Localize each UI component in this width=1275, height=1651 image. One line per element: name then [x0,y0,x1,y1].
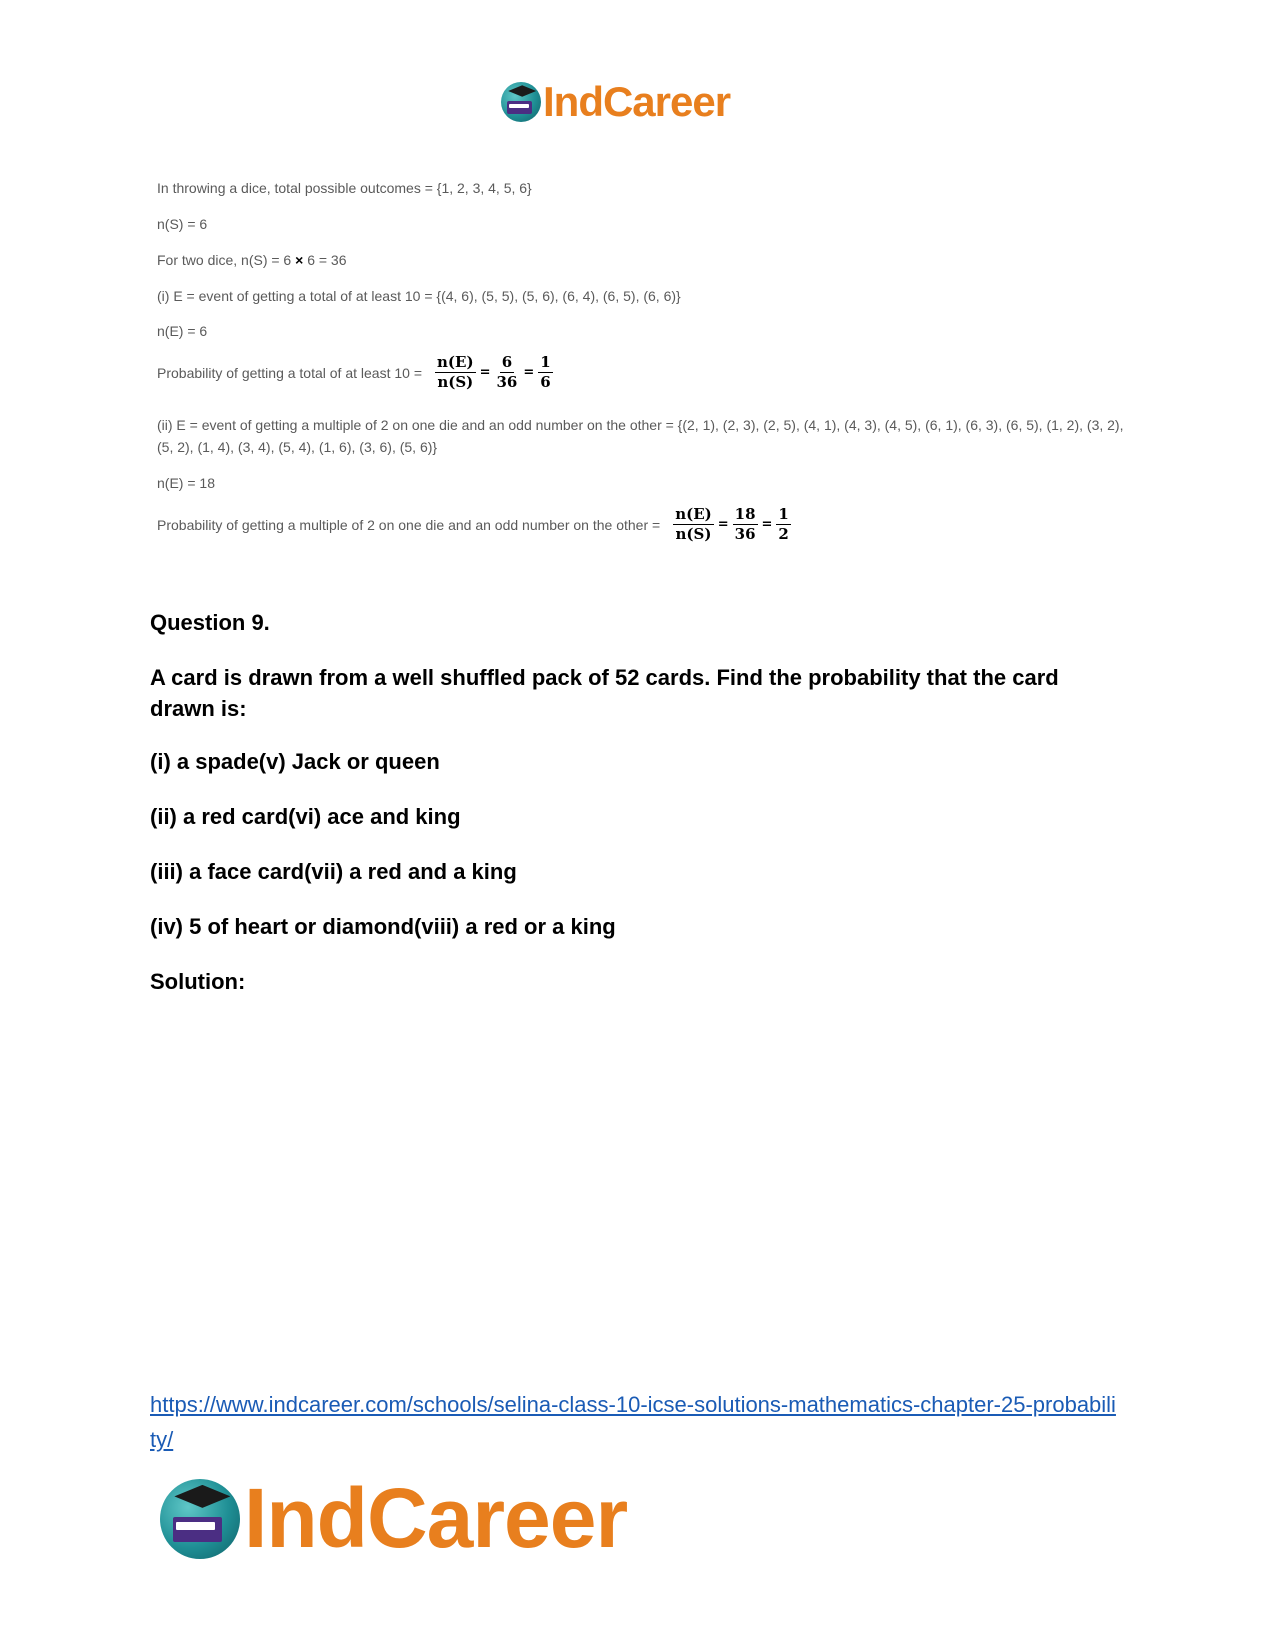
question-part: (i) a spade(v) Jack or queen [150,749,440,774]
fraction: $\frac{n(E)}{n(S)}$ [675,505,712,543]
solution-line: (ii) E = event of getting a multiple of 2 on one die and an odd number on the other = {(2, 1), (2, 3), (2, 5), (4, 1), (4, 3), (4, 5), (6, 1), (6, 3), (6, 5), (1, 2), (3, 2), (5, 2), (1, 4), (3, 4), (5, 4), (1, 6), (3, 6), (5, 6)} [157,417,1124,455]
multiply-symbol: × [295,252,304,268]
probability-label: Probability of getting a total of at least 10 = [157,364,423,381]
solution-line: n(E) = 6 [157,323,208,339]
fraction: $\frac{n(E)}{n(S)}$ [437,353,474,391]
question-title: Question 9. [150,610,270,635]
solution-line: In throwing a dice, total possible outcomes = {1, 2, 3, 4, 5, 6} [157,180,532,196]
question-part: (ii) a red card(vi) ace and king [150,804,461,829]
solution-line [157,249,347,271]
question-text: A card is drawn from a well shuffled pack of 52 cards. Find the probability that the card drawn is: [150,665,1059,721]
fraction: $\frac{1}{6}$ [540,353,551,391]
solution-line: (i) E = event of getting a total of at least 10 = {(4, 6), (5, 5), (5, 6), (6, 4), (6, 5), (6, 6)} [157,288,681,304]
source-link[interactable]: https://www.indcareer.com/schools/selina-class-10-icse-solutions-mathematics-chapter-25-probability/ [150,1392,1116,1452]
text-fragment: 6 = 36 [307,252,347,268]
probability-label: Probability of getting a multiple of 2 on one die and an odd number on the other = [157,516,661,533]
solution-label: Solution: [150,969,246,994]
fraction-equation: $\frac{n(E)}{n(S)}$ = $\frac{6}{36}$ = $\frac{1}{6}$ [437,353,551,391]
solution-line: n(E) = 18 [157,475,215,491]
fraction: $\frac{18}{36}$ [734,505,756,543]
logo-text: IndCareer [543,78,731,125]
solution-line: n(S) = 6 [157,216,208,232]
fraction: $\frac{6}{36}$ [496,353,518,391]
question-part: (iii) a face card(vii) a red and a king [150,859,517,884]
probability-line [157,353,556,392]
text-fragment: For two dice, n(S) = 6 [157,252,292,268]
graduation-cap-book-icon [501,82,541,122]
probability-line [157,505,794,544]
header-logo [501,78,730,126]
footer-logo [160,1470,627,1567]
fraction-equation: $\frac{n(E)}{n(S)}$ = $\frac{18}{36}$ = $\frac{1}{2}$ [675,505,789,543]
question-part: (iv) 5 of heart or diamond(viii) a red or a king [150,914,616,939]
graduation-cap-book-icon [160,1479,240,1559]
logo-text: IndCareer [244,1471,628,1565]
fraction: $\frac{1}{2}$ [778,505,789,543]
